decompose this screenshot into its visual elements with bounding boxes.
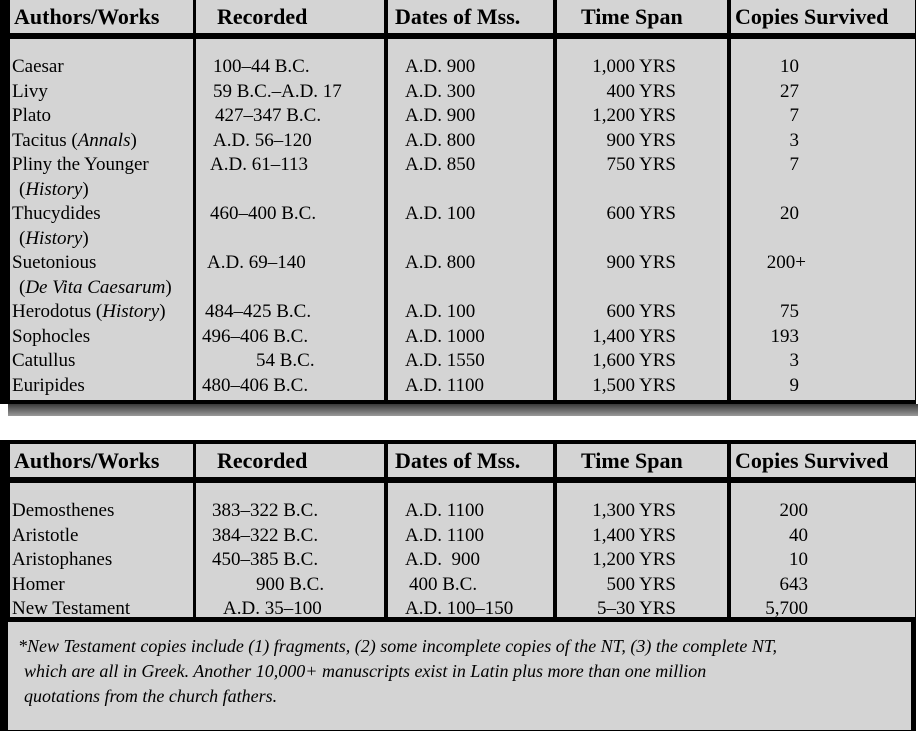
copies-cell: 27	[780, 80, 799, 102]
table-row	[3, 276, 916, 301]
recorded-cell: 460–400 B.C.	[210, 203, 317, 224]
mss-cell: A.D. 300	[405, 80, 476, 102]
table-row	[3, 524, 916, 549]
span-cell: 1,200 YRS	[592, 549, 676, 570]
copies-cell: 5,700	[765, 598, 808, 619]
table-row	[3, 202, 916, 227]
work-title: History	[25, 178, 83, 200]
table-row	[3, 129, 916, 154]
author-cell: Plato	[12, 105, 52, 126]
span-cell: 1,200 YRS	[592, 105, 676, 126]
mss-cell: A.D. 1100	[405, 524, 484, 546]
table-row	[3, 153, 916, 178]
author-cell: Demosthenes	[12, 500, 115, 521]
header-time-span: Time Span	[557, 444, 727, 477]
mss-cell: A.D. 850	[405, 154, 476, 175]
span-cell: 900 YRS	[606, 129, 676, 151]
author-cell: (History)	[19, 178, 89, 200]
span-cell: 750 YRS	[606, 154, 676, 175]
recorded-cell: 100–44 B.C.	[213, 56, 310, 77]
span-cell: 1,500 YRS	[592, 374, 676, 396]
copies-cell: 200	[779, 500, 808, 521]
span-cell: 1,600 YRS	[592, 350, 676, 371]
span-cell: 1,000 YRS	[592, 56, 676, 77]
author-cell: Thucydides	[12, 203, 101, 224]
table-row	[3, 499, 916, 524]
author-cell: Catullus	[12, 350, 76, 371]
table-row	[3, 325, 916, 350]
author-cell: (History)	[19, 227, 89, 249]
copies-cell: 643	[779, 573, 808, 595]
mss-cell: A.D. 1100	[405, 500, 484, 521]
recorded-cell: 59 B.C.–A.D. 17	[213, 80, 342, 102]
span-cell: 1,400 YRS	[592, 325, 676, 347]
author-cell: Pliny the Younger	[12, 154, 149, 175]
author-name: Tacitus	[12, 129, 67, 151]
mss-cell: A.D. 900	[405, 549, 480, 570]
author-name: Herodotus	[12, 301, 92, 322]
mss-cell: A.D. 900	[405, 56, 476, 77]
header-copies-survived: Copies Survived	[731, 0, 915, 33]
span-cell: 1,300 YRS	[592, 500, 676, 521]
header-dates-mss: Dates of Mss.	[388, 444, 553, 477]
author-cell: New Testament	[12, 598, 131, 619]
author-cell: Euripides	[12, 374, 85, 396]
header-dates-mss: Dates of Mss.	[388, 0, 553, 33]
author-cell: Tacitus (Annals)	[12, 129, 137, 151]
mss-cell: 400 B.C.	[409, 573, 478, 595]
copies-cell: 20	[780, 203, 799, 224]
header-copies-survived: Copies Survived	[731, 444, 915, 477]
recorded-cell: 427–347 B.C.	[215, 105, 322, 126]
copies-cell: 193	[770, 325, 799, 347]
mss-cell: A.D. 1100	[405, 374, 484, 396]
copies-cell: 9	[789, 374, 799, 396]
table-row	[3, 227, 916, 252]
table-row	[3, 104, 916, 129]
table-row	[3, 80, 916, 105]
table-row	[3, 178, 916, 203]
mss-cell: A.D. 100	[405, 301, 476, 322]
mss-cell: A.D. 1550	[405, 350, 485, 371]
author-cell: Sophocles	[12, 325, 91, 347]
copies-cell: 10	[789, 549, 808, 570]
recorded-cell: A.D. 35–100	[223, 598, 322, 619]
recorded-cell: A.D. 61–113	[210, 154, 308, 175]
author-cell: Aristotle	[12, 524, 79, 546]
author-cell: (De Vita Caesarum)	[19, 276, 172, 298]
author-cell: Herodotus (History)	[12, 301, 166, 322]
copies-cell: 7	[789, 154, 799, 175]
work-title: De Vita Caesarum	[25, 276, 166, 298]
author-cell: Livy	[12, 80, 48, 102]
table-row	[3, 300, 916, 325]
footnote-line-2: which are all in Greek. Another 10,000+ manuscripts exist in Latin plus more than one million	[24, 661, 707, 681]
recorded-cell: 384–322 B.C.	[212, 524, 319, 546]
recorded-cell: 450–385 B.C.	[212, 549, 319, 570]
work-title: Annals	[77, 129, 131, 151]
copies-cell: 3	[789, 350, 799, 371]
header-time-span: Time Span	[557, 0, 727, 33]
span-cell: 500 YRS	[606, 573, 676, 595]
recorded-cell: 480–406 B.C.	[202, 374, 309, 396]
recorded-cell: A.D. 69–140	[207, 252, 306, 273]
recorded-cell: 54 B.C.	[256, 350, 315, 371]
span-cell: 600 YRS	[606, 203, 676, 224]
span-cell: 900 YRS	[606, 252, 676, 273]
copies-cell: 40	[789, 524, 808, 546]
copies-cell: 3	[789, 129, 799, 151]
span-cell: 1,400 YRS	[592, 524, 676, 546]
table-row	[3, 548, 916, 573]
author-cell: Aristophanes	[12, 549, 113, 570]
table-row	[3, 573, 916, 598]
span-cell: 400 YRS	[606, 80, 676, 102]
header-authors: Authors/Works	[10, 444, 193, 477]
mss-cell: A.D. 1000	[405, 325, 485, 347]
copies-cell: 7	[789, 105, 799, 126]
table-row	[3, 349, 916, 374]
author-cell: Caesar	[12, 56, 64, 77]
table1-shadow	[8, 404, 918, 416]
header-recorded: Recorded	[196, 444, 384, 477]
mss-cell: A.D. 100	[405, 203, 476, 224]
table-row	[3, 597, 916, 622]
recorded-cell: 900 B.C.	[256, 573, 325, 595]
footnote-line-3: quotations from the church fathers.	[24, 686, 278, 706]
footnote	[8, 622, 911, 730]
recorded-cell: 496–406 B.C.	[202, 325, 309, 347]
copies-cell: 10	[780, 56, 799, 77]
span-cell: 5–30 YRS	[596, 598, 676, 619]
header-authors: Authors/Works	[10, 0, 193, 33]
work-title: History	[102, 301, 160, 322]
table-row	[3, 55, 916, 80]
recorded-cell: 484–425 B.C.	[205, 301, 312, 322]
recorded-cell: 383–322 B.C.	[212, 500, 319, 521]
mss-cell: A.D. 900	[405, 105, 476, 126]
copies-cell: 200+	[766, 252, 806, 273]
mss-cell: A.D. 100–150	[405, 598, 514, 619]
copies-cell: 75	[780, 301, 799, 322]
table-row	[3, 251, 916, 276]
header-recorded: Recorded	[196, 0, 384, 33]
span-cell: 600 YRS	[606, 301, 676, 322]
author-cell: Homer	[12, 573, 65, 595]
manuscript-table-2	[0, 440, 916, 731]
mss-cell: A.D. 800	[405, 129, 476, 151]
table-row	[3, 374, 916, 399]
work-title: History	[25, 227, 83, 249]
author-cell: Suetonious	[12, 252, 97, 273]
footnote-line-1: *New Testament copies include (1) fragments, (2) some incomplete copies of the NT, (3) the complete NT,	[18, 636, 778, 656]
recorded-cell: A.D. 56–120	[213, 129, 312, 151]
mss-cell: A.D. 800	[405, 252, 476, 273]
